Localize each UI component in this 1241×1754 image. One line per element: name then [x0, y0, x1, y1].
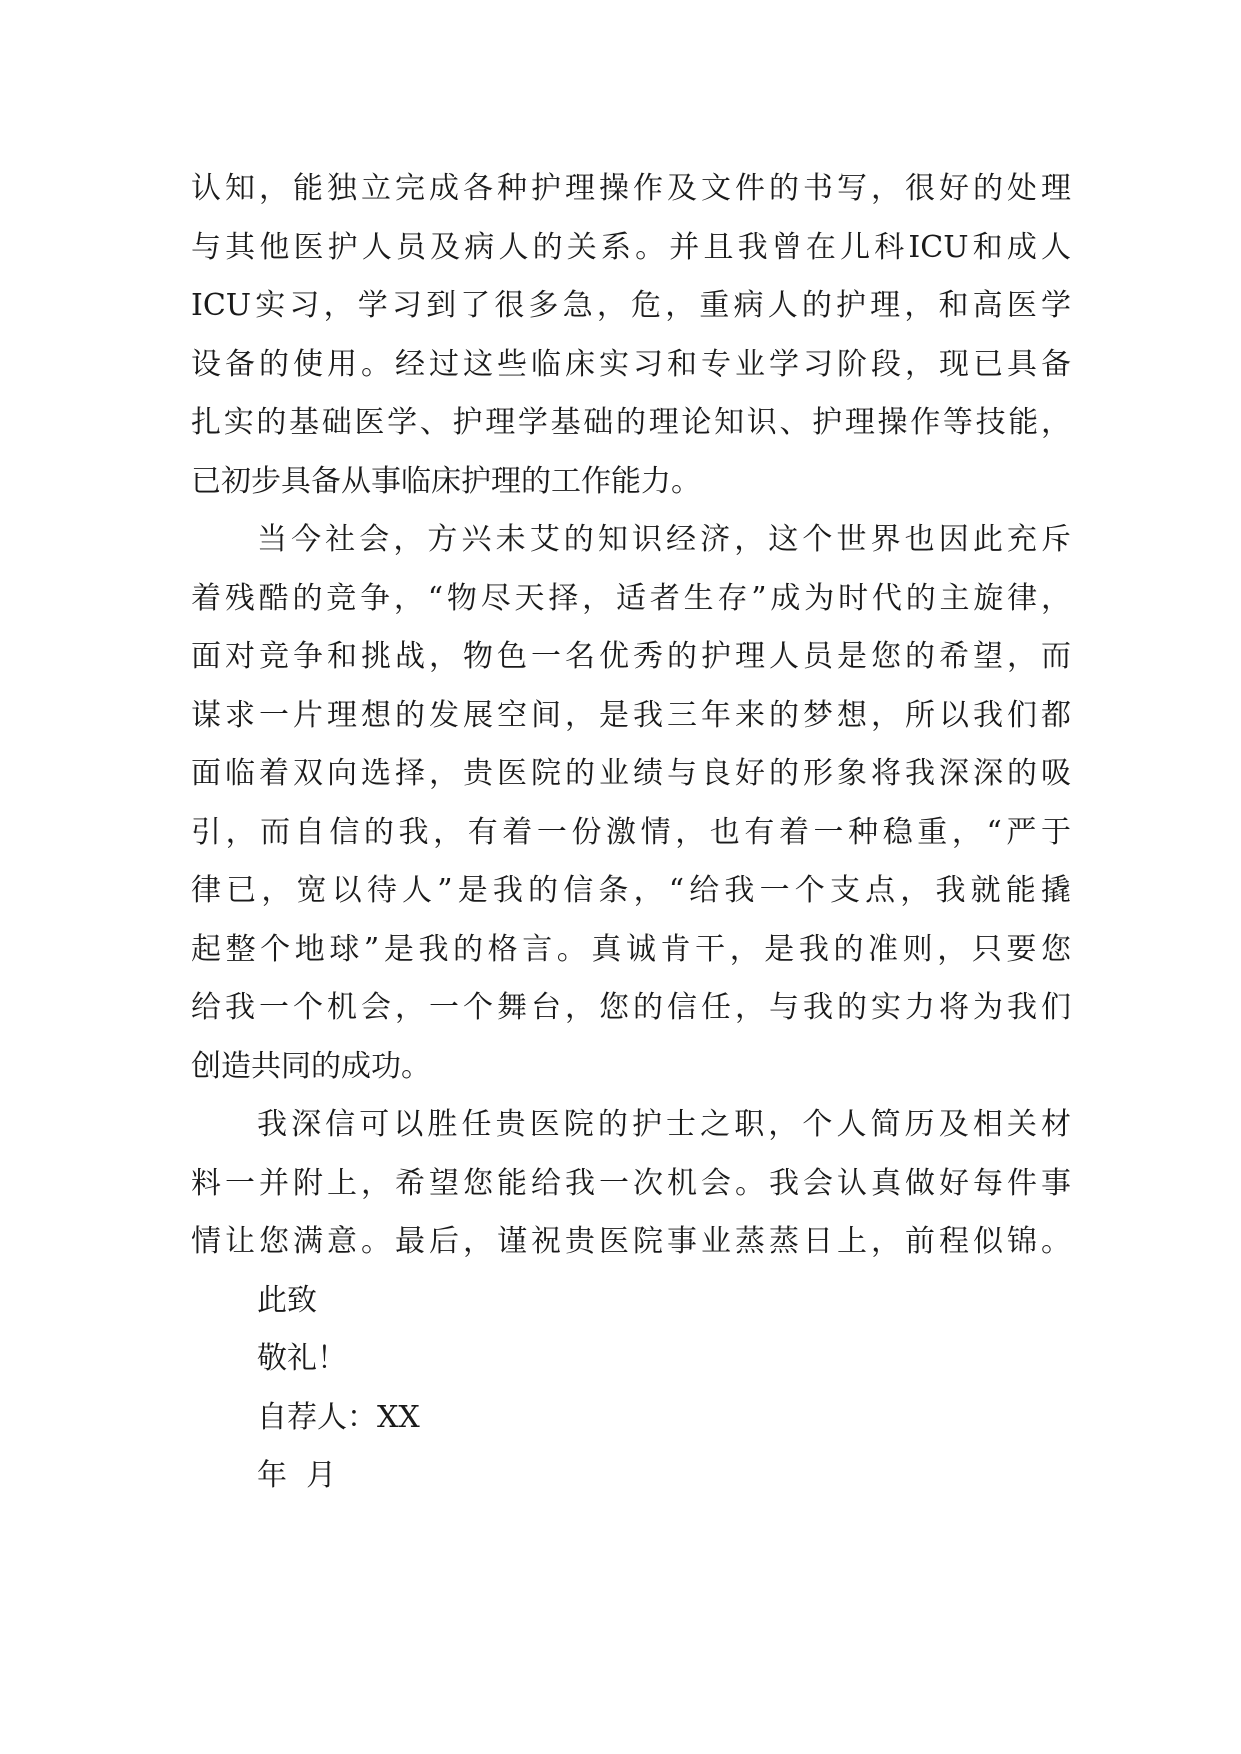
text-line: 面临着双向选择，贵医院的业绩与良好的形象将我深深的吸 [191, 756, 1071, 791]
text-line: 与其他医护人员及病人的关系。并且我曾在儿科ICU和成人 [191, 229, 1071, 265]
text-line: 律已，宽以待人”是我的信条，“给我一个支点，我就能撬 [191, 873, 1071, 908]
text-line: 创造共同的成功。 [191, 1048, 431, 1084]
text-line: 我深信可以胜任贵医院的护士之职，个人简历及相关材 [257, 1107, 1071, 1142]
text-line: 引，而自信的我，有着一份激情，也有着一种稳重，“严于 [191, 814, 1071, 850]
letter-body [191, 160, 1071, 1506]
signer: 自荐人：XX [257, 1399, 420, 1435]
paragraph-3 [191, 1096, 1071, 1272]
regards: 敬礼！ [257, 1341, 347, 1376]
paragraph-1 [191, 160, 1071, 511]
text-line: ICU实习，学习到了很多急，危，重病人的护理，和高医学 [191, 288, 1071, 323]
text-line: 扎实的基础医学、护理学基础的理论知识、护理操作等技能， [191, 405, 1071, 440]
text-line: 给我一个机会，一个舞台，您的信任，与我的实力将为我们 [191, 990, 1071, 1025]
text-line: 起整个地球”是我的格言。真诚肯干，是我的准则，只要您 [191, 931, 1071, 967]
salutation: 此致 [257, 1282, 317, 1318]
text-line: 设备的使用。经过这些临床实习和专业学习阶段，现已具备 [191, 346, 1071, 382]
text-line: 当今社会，方兴未艾的知识经济，这个世界也因此充斥 [257, 522, 1071, 557]
date: 年 月 [257, 1458, 337, 1493]
text-line: 料一并附上，希望您能给我一次机会。我会认真做好每件事 [191, 1165, 1071, 1201]
text-line: 已初步具备从事临床护理的工作能力。 [191, 463, 701, 499]
text-line: 情让您满意。最后，谨祝贵医院事业蒸蒸日上，前程似锦。 [191, 1224, 1071, 1259]
text-line: 认知，能独立完成各种护理操作及文件的书写，很好的处理 [191, 171, 1071, 206]
letter-closing [191, 1272, 1071, 1506]
text-line: 着残酷的竞争，“物尽天择，适者生存”成为时代的主旋律， [191, 580, 1071, 616]
text-line: 面对竞争和挑战，物色一名优秀的护理人员是您的希望，而 [191, 639, 1071, 674]
paragraph-2 [191, 511, 1071, 1096]
text-line: 谋求一片理想的发展空间，是我三年来的梦想，所以我们都 [191, 697, 1071, 733]
